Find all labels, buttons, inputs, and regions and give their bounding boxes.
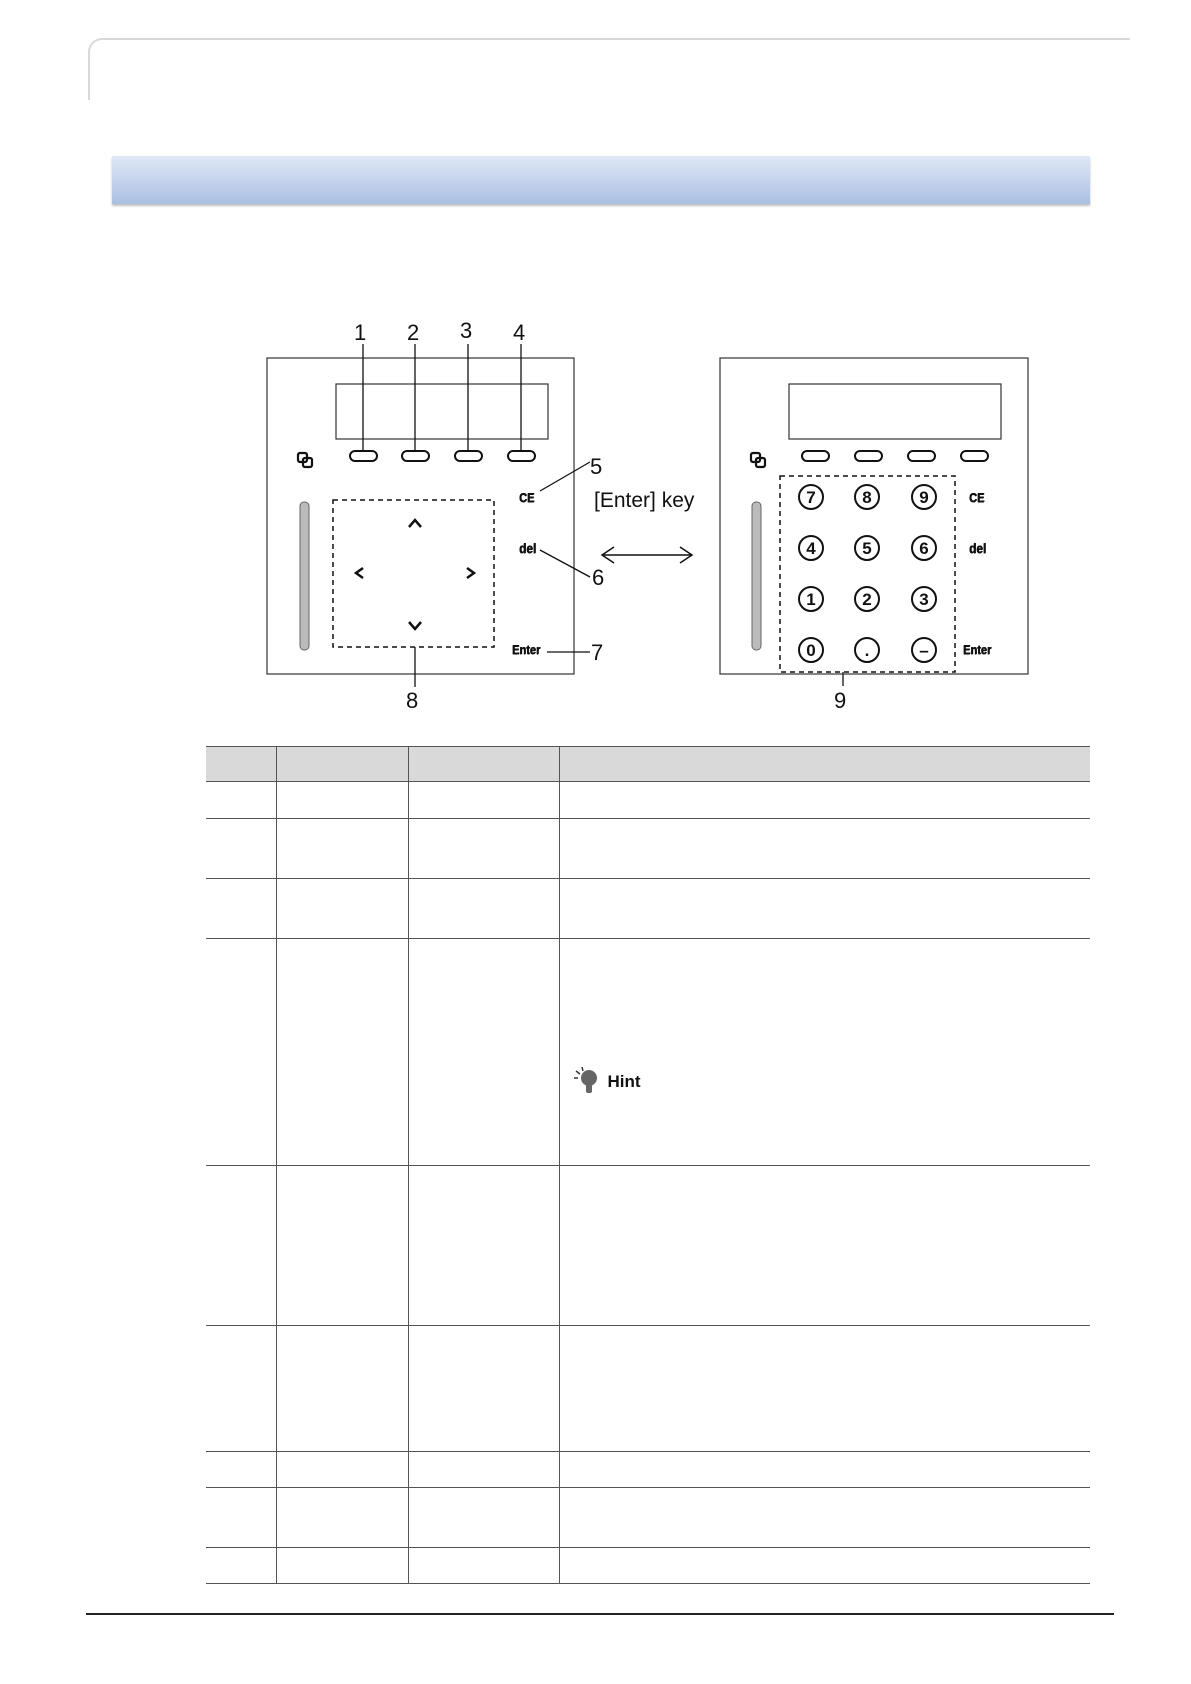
right-panel-outline (720, 358, 1028, 674)
numpad-key-minus[interactable]: – (911, 637, 937, 663)
right-arrow-icon (467, 568, 474, 578)
left-display (336, 384, 548, 439)
callout-2: 2 (407, 320, 420, 345)
header-cell-no (206, 747, 276, 782)
table-row (206, 1166, 1090, 1326)
table-row (206, 819, 1090, 879)
right-display (789, 384, 1001, 439)
ce-key[interactable]: CE (519, 490, 535, 505)
hint-callout (574, 1067, 1091, 1097)
numpad-key-5[interactable]: 5 (854, 535, 880, 561)
numpad-key-3[interactable]: 3 (911, 586, 937, 612)
hint-label: Hint (607, 1072, 641, 1091)
link-icon-right (751, 453, 765, 467)
left-function-key-1 (350, 451, 377, 461)
callout-1: 1 (354, 320, 367, 345)
right-function-key-3 (908, 451, 935, 461)
callout-7: 7 (591, 640, 604, 665)
ce-key-right[interactable]: CE (969, 490, 985, 505)
key-description-table (206, 746, 1090, 1584)
numpad-key-7[interactable]: 7 (798, 484, 824, 510)
numpad-key-6[interactable]: 6 (911, 535, 937, 561)
table-row (206, 879, 1090, 939)
del-key[interactable]: del (519, 540, 537, 556)
header-cell-key (408, 747, 559, 782)
toggle-double-arrow (602, 547, 692, 563)
numpad-key-2[interactable]: 2 (854, 586, 880, 612)
up-arrow-icon (409, 520, 421, 527)
left-function-key-4 (508, 451, 535, 461)
callout-6: 6 (592, 565, 605, 590)
callout-5: 5 (590, 454, 603, 479)
right-function-key-2 (855, 451, 882, 461)
callout-3: 3 (460, 318, 473, 343)
enter-key[interactable]: Enter (512, 642, 541, 657)
right-function-key-1 (802, 451, 829, 461)
header-cell-name (276, 747, 408, 782)
right-function-key-4 (961, 451, 988, 461)
table-header-row (206, 747, 1090, 782)
numpad-key-0[interactable]: 0 (798, 637, 824, 663)
numpad-key-4[interactable]: 4 (798, 535, 824, 561)
left-function-key-3 (455, 451, 482, 461)
diagram-lines (0, 0, 1191, 720)
numpad-key-9[interactable]: 9 (911, 484, 937, 510)
left-function-key-2 (402, 451, 429, 461)
down-arrow-icon (409, 622, 421, 629)
lightbulb-icon (574, 1067, 602, 1097)
keypad-diagram (0, 0, 1191, 720)
table-row (206, 1488, 1090, 1548)
numpad-key-8[interactable]: 8 (854, 484, 880, 510)
table-row (206, 782, 1090, 819)
left-arrow-icon (356, 568, 363, 578)
right-speaker-grille (752, 502, 761, 650)
del-key-right[interactable]: del (969, 540, 987, 556)
callout-9: 9 (834, 688, 847, 713)
enter-key-right[interactable]: Enter (963, 642, 992, 657)
footer-rule (86, 1613, 1114, 1615)
table-row (206, 1326, 1090, 1452)
header-cell-function (559, 747, 1090, 782)
enter-key-label: [Enter] key (594, 489, 695, 512)
callout-8: 8 (406, 688, 419, 713)
left-panel-outline (267, 358, 574, 674)
left-speaker-grille (300, 502, 309, 650)
link-icon-left (298, 453, 312, 467)
numpad-key-1[interactable]: 1 (798, 586, 824, 612)
table-row (206, 1548, 1090, 1584)
numpad-key-decimal[interactable]: . (854, 637, 880, 663)
table-row (206, 939, 1090, 1166)
table-row (206, 1452, 1090, 1488)
callout-4: 4 (513, 320, 526, 345)
